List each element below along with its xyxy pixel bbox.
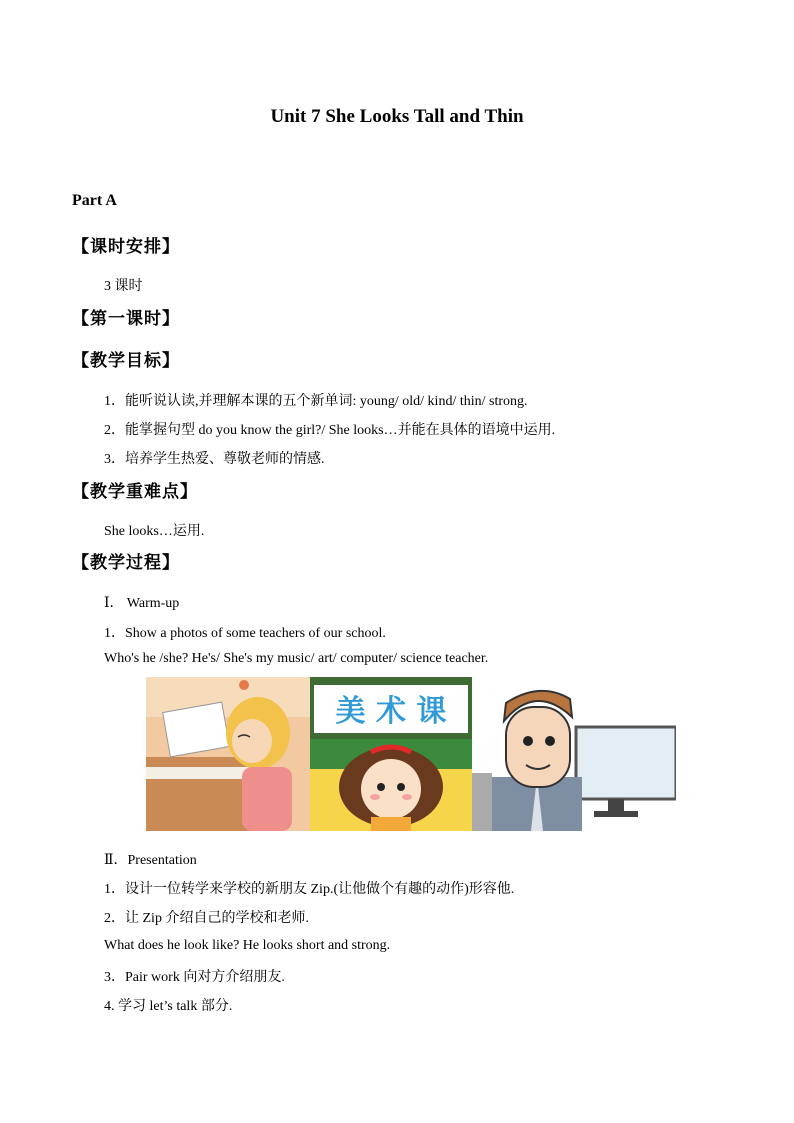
presentation-step: 2．让 Zip 介绍自己的学校和老师. <box>104 911 309 926</box>
music-teacher-panel <box>146 677 310 831</box>
goal-item: 3．培养学生热爱、尊敬老师的情感. <box>104 452 325 467</box>
page-title: Unit 7 She Looks Tall and Thin <box>270 106 524 127</box>
presentation-step: What does he look like? He looks short and strong. <box>104 938 391 953</box>
presentation-heading: Ⅱ．Presentation <box>104 853 197 868</box>
key-points-text: She looks…运用. <box>104 524 205 539</box>
art-class-panel <box>310 677 472 831</box>
warmup-step-1: 1．Show a photos of some teachers of our school. <box>104 626 386 641</box>
warmup-step-2: Who's he /she? He's/ She's my music/ art/ computer/ science teacher. <box>104 651 489 666</box>
lesson-heading: 【第一课时】 <box>72 309 180 329</box>
goal-item: 2．能掌握句型 do you know the girl?/ She looks…并能在具体的语境中运用. <box>104 423 556 438</box>
schedule-text: 3 课时 <box>104 279 143 294</box>
art-class-sign: 美 术 课 <box>335 694 447 729</box>
schedule-heading: 【课时安排】 <box>72 237 180 257</box>
part-label: Part A <box>72 192 117 209</box>
goal-item: 1．能听说认读,并理解本课的五个新单词: young/ old/ kind/ thin/ strong. <box>104 394 528 409</box>
teachers-illustration <box>146 677 676 831</box>
presentation-step: 4. 学习 let’s talk 部分. <box>104 999 233 1014</box>
computer-teacher-panel <box>472 677 676 831</box>
process-heading: 【教学过程】 <box>72 553 180 573</box>
goals-heading: 【教学目标】 <box>72 351 180 371</box>
warmup-heading: Ⅰ． Warm-up <box>104 596 180 611</box>
presentation-step: 3．Pair work 向对方介绍朋友. <box>104 970 285 985</box>
presentation-step: 1．设计一位转学来学校的新朋友 Zip.(让他做个有趣的动作)形容他. <box>104 882 515 897</box>
key-points-heading: 【教学重难点】 <box>72 482 198 502</box>
